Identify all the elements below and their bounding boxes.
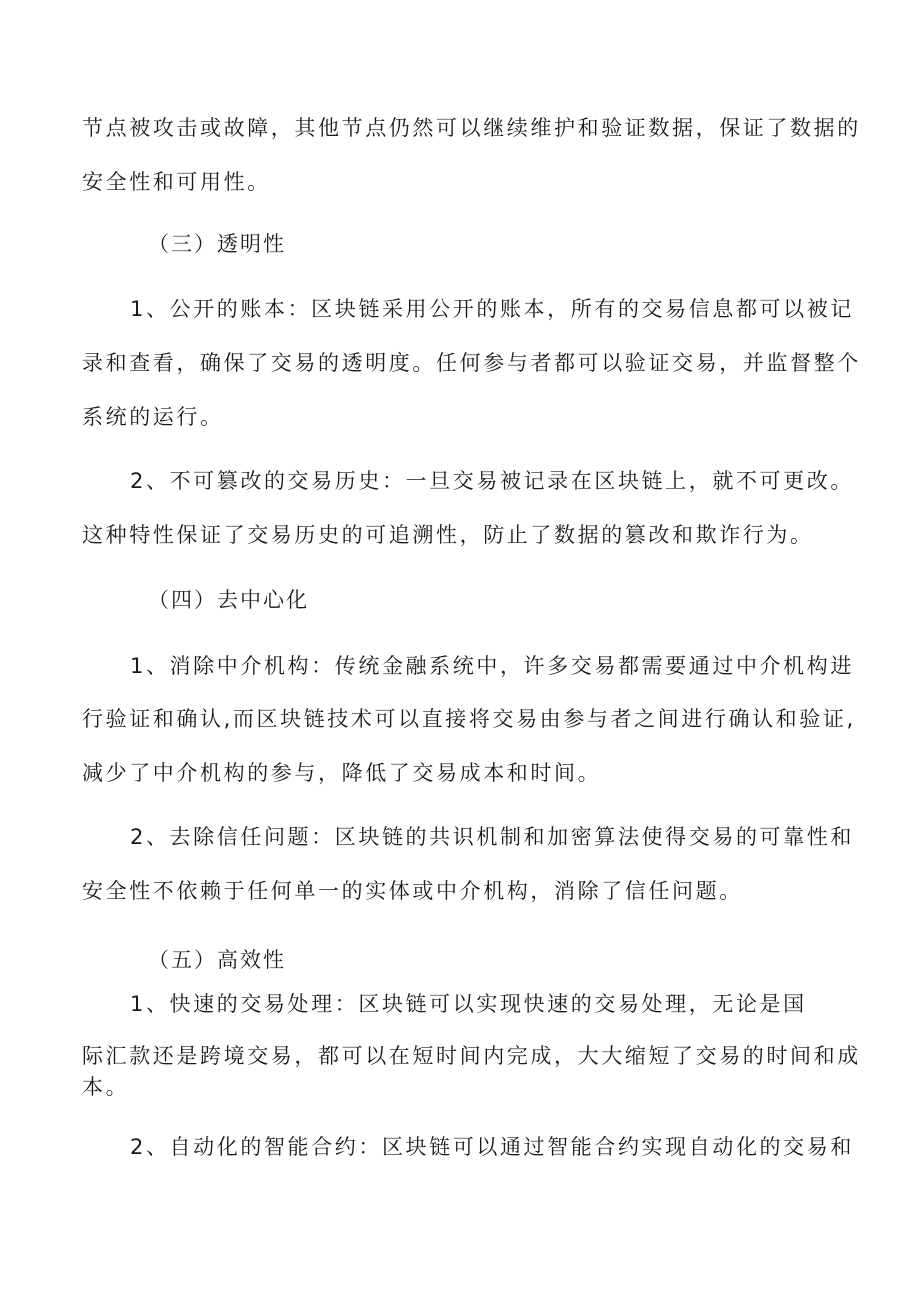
paragraph-line: 系统的运行。	[82, 405, 224, 429]
section-heading: （三）透明性	[148, 232, 286, 256]
paragraph-line: 本。	[82, 1075, 130, 1099]
paragraph-line: 2、去除信任问题：区块链的共识机制和加密算法使得交易的可靠性和	[130, 825, 854, 849]
paragraph-line: 1、快速的交易处理：区块链可以实现快速的交易处理，无论是国	[130, 992, 807, 1016]
paragraph-line: 2、自动化的智能合约：区块链可以通过智能合约实现自动化的交易和	[130, 1135, 854, 1159]
section-heading: （五）高效性	[148, 948, 286, 972]
paragraph-line: 减少了中介机构的参与，降低了交易成本和时间。	[82, 761, 602, 785]
paragraph-line: 1、公开的账本：区块链采用公开的账本，所有的交易信息都可以被记	[130, 297, 854, 321]
paragraph-line: 安全性和可用性。	[82, 170, 271, 194]
section-heading: （四）去中心化	[148, 588, 309, 612]
paragraph-line: 这种特性保证了交易历史的可追溯性，防止了数据的篡改和欺诈行为。	[82, 523, 814, 547]
paragraph-line: 行验证和确认,而区块链技术可以直接将交易由参与者之间进行确认和验证,	[82, 707, 856, 731]
paragraph-line: 节点被攻击或故障，其他节点仍然可以继续维护和验证数据，保证了数据的	[82, 116, 861, 140]
paragraph-line: 际汇款还是跨境交易，都可以在短时间内完成，大大缩短了交易的时间和成	[82, 1044, 861, 1068]
paragraph-line: 1、消除中介机构：传统金融系统中，许多交易都需要通过中介机构进	[130, 654, 854, 678]
paragraph-line: 2、不可篡改的交易历史：一旦交易被记录在区块链上，就不可更改。	[130, 469, 854, 493]
paragraph-line: 安全性不依赖于任何单一的实体或中介机构，消除了信任问题。	[82, 879, 743, 903]
paragraph-line: 录和查看，确保了交易的透明度。任何参与者都可以验证交易，并监督整个	[82, 351, 861, 375]
